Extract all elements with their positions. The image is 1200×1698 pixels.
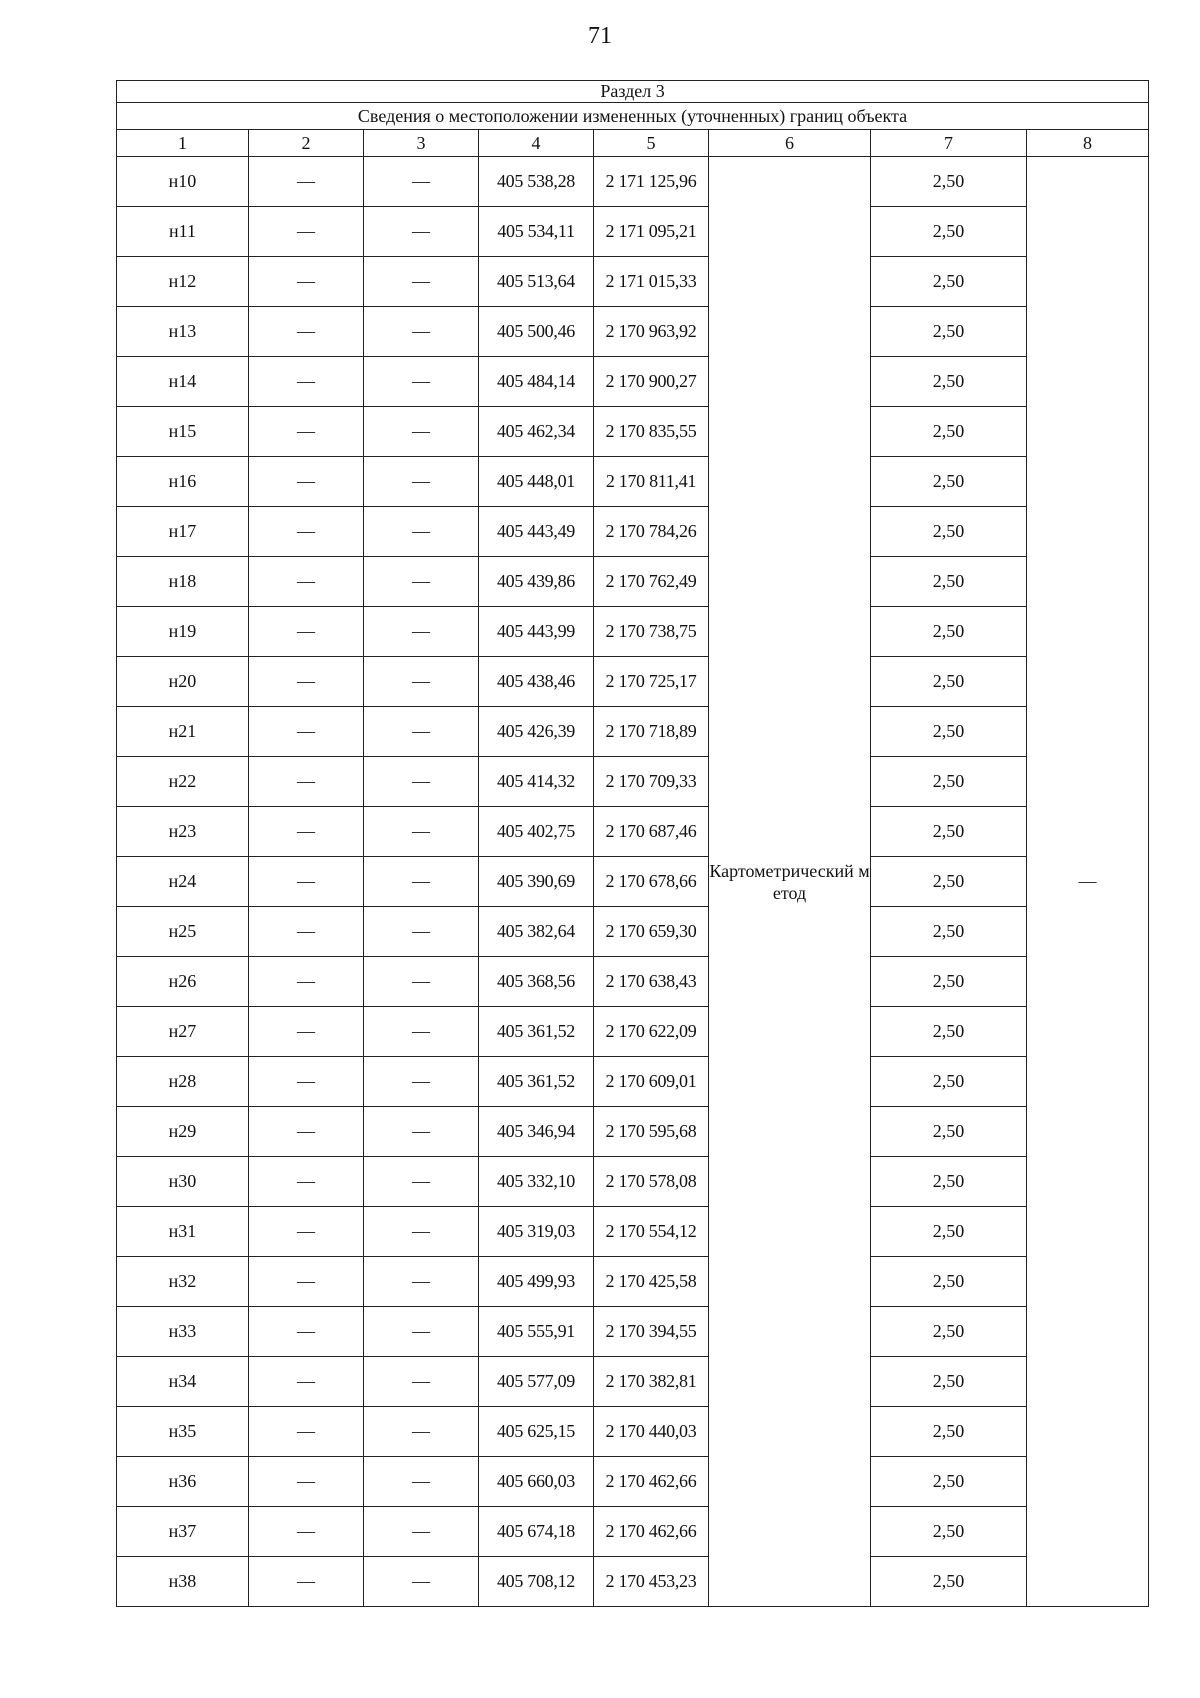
x-coordinate-cell: 405 438,46 bbox=[479, 657, 594, 707]
accuracy-cell: 2,50 bbox=[871, 707, 1027, 757]
column-2-cell: — bbox=[249, 407, 364, 457]
x-coordinate-cell: 405 484,14 bbox=[479, 357, 594, 407]
x-coordinate-cell: 405 319,03 bbox=[479, 1207, 594, 1257]
point-number-cell: н23 bbox=[117, 807, 249, 857]
table-row bbox=[117, 607, 1149, 657]
column-2-cell: — bbox=[249, 1457, 364, 1507]
column-3-cell: — bbox=[364, 907, 479, 957]
table-row bbox=[117, 1457, 1149, 1507]
table-row bbox=[117, 1257, 1149, 1307]
column-3-cell: — bbox=[364, 857, 479, 907]
x-coordinate-cell: 405 499,93 bbox=[479, 1257, 594, 1307]
y-coordinate-cell: 2 170 425,58 bbox=[594, 1257, 709, 1307]
table-row bbox=[117, 1357, 1149, 1407]
column-3-cell: — bbox=[364, 1257, 479, 1307]
column-2-cell: — bbox=[249, 957, 364, 1007]
y-coordinate-cell: 2 170 678,66 bbox=[594, 857, 709, 907]
x-coordinate-cell: 405 500,46 bbox=[479, 307, 594, 357]
column-number: 1 bbox=[117, 130, 249, 157]
table-row bbox=[117, 1207, 1149, 1257]
accuracy-cell: 2,50 bbox=[871, 1307, 1027, 1357]
point-number-cell: н33 bbox=[117, 1307, 249, 1357]
table-body bbox=[117, 157, 1149, 1607]
accuracy-cell: 2,50 bbox=[871, 1507, 1027, 1557]
y-coordinate-cell: 2 170 595,68 bbox=[594, 1107, 709, 1157]
x-coordinate-cell: 405 538,28 bbox=[479, 157, 594, 207]
column-3-cell: — bbox=[364, 1007, 479, 1057]
x-coordinate-cell: 405 382,64 bbox=[479, 907, 594, 957]
column-2-cell: — bbox=[249, 1107, 364, 1157]
column-number: 8 bbox=[1027, 130, 1149, 157]
column-3-cell: — bbox=[364, 1557, 479, 1607]
accuracy-cell: 2,50 bbox=[871, 1457, 1027, 1507]
column-3-cell: — bbox=[364, 157, 479, 207]
column-3-cell: — bbox=[364, 457, 479, 507]
table-row bbox=[117, 907, 1149, 957]
x-coordinate-cell: 405 513,64 bbox=[479, 257, 594, 307]
column-2-cell: — bbox=[249, 307, 364, 357]
point-number-cell: н26 bbox=[117, 957, 249, 1007]
column-3-cell: — bbox=[364, 1207, 479, 1257]
y-coordinate-cell: 2 170 784,26 bbox=[594, 507, 709, 557]
point-number-cell: н34 bbox=[117, 1357, 249, 1407]
page-number: 71 bbox=[588, 23, 612, 49]
column-2-cell: — bbox=[249, 457, 364, 507]
x-coordinate-cell: 405 402,75 bbox=[479, 807, 594, 857]
column-3-cell: — bbox=[364, 257, 479, 307]
x-coordinate-cell: 405 660,03 bbox=[479, 1457, 594, 1507]
column-3-cell: — bbox=[364, 757, 479, 807]
y-coordinate-cell: 2 170 725,17 bbox=[594, 657, 709, 707]
column-2-cell: — bbox=[249, 357, 364, 407]
column-3-cell: — bbox=[364, 507, 479, 557]
column-3-cell: — bbox=[364, 557, 479, 607]
y-coordinate-cell: 2 170 963,92 bbox=[594, 307, 709, 357]
column-2-cell: — bbox=[249, 1507, 364, 1557]
point-number-cell: н31 bbox=[117, 1207, 249, 1257]
table-row bbox=[117, 757, 1149, 807]
accuracy-cell: 2,50 bbox=[871, 557, 1027, 607]
table-row bbox=[117, 1007, 1149, 1057]
accuracy-cell: 2,50 bbox=[871, 657, 1027, 707]
accuracy-cell: 2,50 bbox=[871, 907, 1027, 957]
x-coordinate-cell: 405 426,39 bbox=[479, 707, 594, 757]
column-3-cell: — bbox=[364, 307, 479, 357]
point-number-cell: н11 bbox=[117, 207, 249, 257]
table-row bbox=[117, 1307, 1149, 1357]
point-number-cell: н10 bbox=[117, 157, 249, 207]
x-coordinate-cell: 405 674,18 bbox=[479, 1507, 594, 1557]
table-row bbox=[117, 957, 1149, 1007]
x-coordinate-cell: 405 390,69 bbox=[479, 857, 594, 907]
x-coordinate-cell: 405 534,11 bbox=[479, 207, 594, 257]
point-number-cell: н29 bbox=[117, 1107, 249, 1157]
accuracy-cell: 2,50 bbox=[871, 1107, 1027, 1157]
point-number-cell: н13 bbox=[117, 307, 249, 357]
column-2-cell: — bbox=[249, 807, 364, 857]
x-coordinate-cell: 405 555,91 bbox=[479, 1307, 594, 1357]
column-3-cell: — bbox=[364, 957, 479, 1007]
column-3-cell: — bbox=[364, 1157, 479, 1207]
column-2-cell: — bbox=[249, 257, 364, 307]
point-number-cell: н27 bbox=[117, 1007, 249, 1057]
accuracy-cell: 2,50 bbox=[871, 857, 1027, 907]
y-coordinate-cell: 2 170 382,81 bbox=[594, 1357, 709, 1407]
column-number: 5 bbox=[594, 130, 709, 157]
x-coordinate-cell: 405 439,86 bbox=[479, 557, 594, 607]
y-coordinate-cell: 2 171 015,33 bbox=[594, 257, 709, 307]
column-3-cell: — bbox=[364, 1357, 479, 1407]
y-coordinate-cell: 2 171 095,21 bbox=[594, 207, 709, 257]
y-coordinate-cell: 2 170 762,49 bbox=[594, 557, 709, 607]
table-row bbox=[117, 557, 1149, 607]
table-row bbox=[117, 1057, 1149, 1107]
column-2-cell: — bbox=[249, 1057, 364, 1107]
point-number-cell: н12 bbox=[117, 257, 249, 307]
table-row bbox=[117, 1557, 1149, 1607]
accuracy-cell: 2,50 bbox=[871, 157, 1027, 207]
column-number: 4 bbox=[479, 130, 594, 157]
point-number-cell: н38 bbox=[117, 1557, 249, 1607]
column-2-cell: — bbox=[249, 907, 364, 957]
column-2-cell: — bbox=[249, 1007, 364, 1057]
column-2-cell: — bbox=[249, 1407, 364, 1457]
column-2-cell: — bbox=[249, 207, 364, 257]
y-coordinate-cell: 2 170 659,30 bbox=[594, 907, 709, 957]
column-2-cell: — bbox=[249, 1257, 364, 1307]
point-number-cell: н35 bbox=[117, 1407, 249, 1457]
column-8-cell: — bbox=[1027, 157, 1149, 1607]
y-coordinate-cell: 2 170 738,75 bbox=[594, 607, 709, 657]
point-number-cell: н15 bbox=[117, 407, 249, 457]
point-number-cell: н30 bbox=[117, 1157, 249, 1207]
y-coordinate-cell: 2 170 394,55 bbox=[594, 1307, 709, 1357]
x-coordinate-cell: 405 462,34 bbox=[479, 407, 594, 457]
y-coordinate-cell: 2 170 622,09 bbox=[594, 1007, 709, 1057]
table-row bbox=[117, 1407, 1149, 1457]
table-row bbox=[117, 507, 1149, 557]
point-number-cell: н16 bbox=[117, 457, 249, 507]
table-row bbox=[117, 157, 1149, 207]
column-number: 6 bbox=[709, 130, 871, 157]
y-coordinate-cell: 2 170 638,43 bbox=[594, 957, 709, 1007]
accuracy-cell: 2,50 bbox=[871, 1057, 1027, 1107]
point-number-cell: н20 bbox=[117, 657, 249, 707]
column-2-cell: — bbox=[249, 707, 364, 757]
column-2-cell: — bbox=[249, 607, 364, 657]
accuracy-cell: 2,50 bbox=[871, 807, 1027, 857]
accuracy-cell: 2,50 bbox=[871, 457, 1027, 507]
column-2-cell: — bbox=[249, 1157, 364, 1207]
accuracy-cell: 2,50 bbox=[871, 507, 1027, 557]
table-row bbox=[117, 257, 1149, 307]
y-coordinate-cell: 2 170 609,01 bbox=[594, 1057, 709, 1107]
x-coordinate-cell: 405 414,32 bbox=[479, 757, 594, 807]
y-coordinate-cell: 2 170 835,55 bbox=[594, 407, 709, 457]
y-coordinate-cell: 2 170 900,27 bbox=[594, 357, 709, 407]
column-number-row bbox=[117, 130, 1149, 157]
point-number-cell: н21 bbox=[117, 707, 249, 757]
y-coordinate-cell: 2 170 687,46 bbox=[594, 807, 709, 857]
x-coordinate-cell: 405 361,52 bbox=[479, 1057, 594, 1107]
table-row bbox=[117, 707, 1149, 757]
column-number: 7 bbox=[871, 130, 1027, 157]
point-number-cell: н24 bbox=[117, 857, 249, 907]
accuracy-cell: 2,50 bbox=[871, 607, 1027, 657]
table-row bbox=[117, 307, 1149, 357]
y-coordinate-cell: 2 171 125,96 bbox=[594, 157, 709, 207]
section-label: Раздел 3 bbox=[117, 81, 1149, 103]
x-coordinate-cell: 405 332,10 bbox=[479, 1157, 594, 1207]
column-3-cell: — bbox=[364, 807, 479, 857]
x-coordinate-cell: 405 577,09 bbox=[479, 1357, 594, 1407]
y-coordinate-cell: 2 170 453,23 bbox=[594, 1557, 709, 1607]
column-3-cell: — bbox=[364, 607, 479, 657]
x-coordinate-cell: 405 346,94 bbox=[479, 1107, 594, 1157]
table-row bbox=[117, 1157, 1149, 1207]
point-number-cell: н36 bbox=[117, 1457, 249, 1507]
accuracy-cell: 2,50 bbox=[871, 1557, 1027, 1607]
x-coordinate-cell: 405 448,01 bbox=[479, 457, 594, 507]
point-number-cell: н14 bbox=[117, 357, 249, 407]
column-2-cell: — bbox=[249, 507, 364, 557]
column-2-cell: — bbox=[249, 557, 364, 607]
y-coordinate-cell: 2 170 462,66 bbox=[594, 1507, 709, 1557]
column-3-cell: — bbox=[364, 1057, 479, 1107]
table-row bbox=[117, 207, 1149, 257]
accuracy-cell: 2,50 bbox=[871, 957, 1027, 1007]
column-2-cell: — bbox=[249, 1357, 364, 1407]
point-number-cell: н25 bbox=[117, 907, 249, 957]
x-coordinate-cell: 405 368,56 bbox=[479, 957, 594, 1007]
column-2-cell: — bbox=[249, 857, 364, 907]
accuracy-cell: 2,50 bbox=[871, 207, 1027, 257]
table-row bbox=[117, 807, 1149, 857]
x-coordinate-cell: 405 443,99 bbox=[479, 607, 594, 657]
column-2-cell: — bbox=[249, 1207, 364, 1257]
point-number-cell: н22 bbox=[117, 757, 249, 807]
column-3-cell: — bbox=[364, 207, 479, 257]
boundary-coordinates-table bbox=[116, 80, 1149, 1607]
column-2-cell: — bbox=[249, 1557, 364, 1607]
table-row bbox=[117, 657, 1149, 707]
point-number-cell: н19 bbox=[117, 607, 249, 657]
column-number: 3 bbox=[364, 130, 479, 157]
column-2-cell: — bbox=[249, 157, 364, 207]
table-row bbox=[117, 457, 1149, 507]
table-title: Сведения о местоположении измененных (уточненных) границ объекта bbox=[117, 103, 1149, 130]
y-coordinate-cell: 2 170 718,89 bbox=[594, 707, 709, 757]
y-coordinate-cell: 2 170 578,08 bbox=[594, 1157, 709, 1207]
point-number-cell: н32 bbox=[117, 1257, 249, 1307]
table-row bbox=[117, 857, 1149, 907]
x-coordinate-cell: 405 443,49 bbox=[479, 507, 594, 557]
column-3-cell: — bbox=[364, 707, 479, 757]
column-number: 2 bbox=[249, 130, 364, 157]
table-row bbox=[117, 357, 1149, 407]
accuracy-cell: 2,50 bbox=[871, 1257, 1027, 1307]
accuracy-cell: 2,50 bbox=[871, 407, 1027, 457]
x-coordinate-cell: 405 708,12 bbox=[479, 1557, 594, 1607]
accuracy-cell: 2,50 bbox=[871, 1157, 1027, 1207]
column-3-cell: — bbox=[364, 407, 479, 457]
accuracy-cell: 2,50 bbox=[871, 1407, 1027, 1457]
accuracy-cell: 2,50 bbox=[871, 1007, 1027, 1057]
column-2-cell: — bbox=[249, 757, 364, 807]
table-row bbox=[117, 407, 1149, 457]
method-cell: Картометрический метод bbox=[709, 157, 871, 1607]
x-coordinate-cell: 405 625,15 bbox=[479, 1407, 594, 1457]
y-coordinate-cell: 2 170 440,03 bbox=[594, 1407, 709, 1457]
column-3-cell: — bbox=[364, 1307, 479, 1357]
x-coordinate-cell: 405 361,52 bbox=[479, 1007, 594, 1057]
column-2-cell: — bbox=[249, 657, 364, 707]
accuracy-cell: 2,50 bbox=[871, 757, 1027, 807]
column-3-cell: — bbox=[364, 1457, 479, 1507]
point-number-cell: н28 bbox=[117, 1057, 249, 1107]
accuracy-cell: 2,50 bbox=[871, 1207, 1027, 1257]
y-coordinate-cell: 2 170 709,33 bbox=[594, 757, 709, 807]
point-number-cell: н17 bbox=[117, 507, 249, 557]
y-coordinate-cell: 2 170 554,12 bbox=[594, 1207, 709, 1257]
column-3-cell: — bbox=[364, 1407, 479, 1457]
column-2-cell: — bbox=[249, 1307, 364, 1357]
table-row bbox=[117, 1107, 1149, 1157]
accuracy-cell: 2,50 bbox=[871, 357, 1027, 407]
table-row bbox=[117, 1507, 1149, 1557]
column-3-cell: — bbox=[364, 1507, 479, 1557]
column-3-cell: — bbox=[364, 357, 479, 407]
point-number-cell: н37 bbox=[117, 1507, 249, 1557]
accuracy-cell: 2,50 bbox=[871, 307, 1027, 357]
point-number-cell: н18 bbox=[117, 557, 249, 607]
y-coordinate-cell: 2 170 462,66 bbox=[594, 1457, 709, 1507]
y-coordinate-cell: 2 170 811,41 bbox=[594, 457, 709, 507]
accuracy-cell: 2,50 bbox=[871, 1357, 1027, 1407]
column-3-cell: — bbox=[364, 1107, 479, 1157]
column-3-cell: — bbox=[364, 657, 479, 707]
accuracy-cell: 2,50 bbox=[871, 257, 1027, 307]
